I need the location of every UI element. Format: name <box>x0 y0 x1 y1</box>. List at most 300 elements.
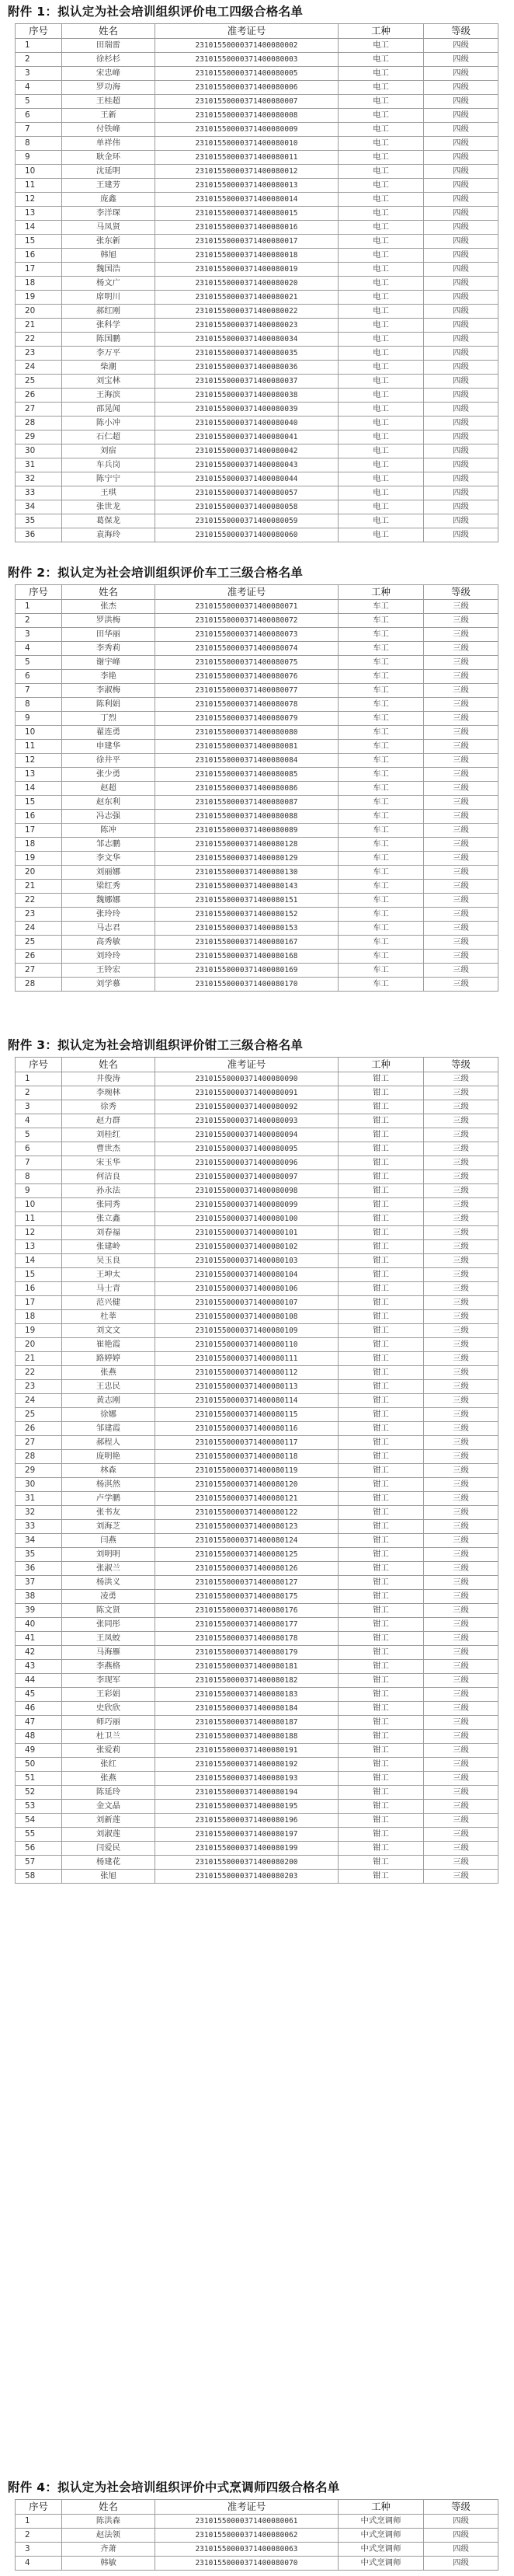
row-trade: 钳工 <box>339 1506 424 1520</box>
row-no: 12 <box>16 1226 62 1240</box>
table-row <box>16 444 498 458</box>
row-no: 23 <box>16 347 62 361</box>
row-name: 李琬林 <box>62 1086 155 1100</box>
row-name: 刘宝林 <box>62 375 155 389</box>
table-row <box>16 67 498 81</box>
row-trade: 钳工 <box>339 1268 424 1282</box>
row-level: 三级 <box>424 1814 498 1828</box>
row-trade: 钳工 <box>339 1632 424 1646</box>
row-exam-id: 23101550000371400080021 <box>155 291 339 305</box>
row-level: 三级 <box>424 1716 498 1730</box>
row-name: 刘学慕 <box>62 978 155 992</box>
row-name: 路婷婷 <box>62 1352 155 1366</box>
row-trade: 钳工 <box>339 1380 424 1394</box>
row-exam-id: 23101550000371400080036 <box>155 361 339 375</box>
header-no: 序号 <box>16 585 62 600</box>
row-no: 12 <box>16 193 62 207</box>
table-row <box>16 1422 498 1436</box>
row-no: 21 <box>16 319 62 333</box>
table-row <box>16 782 498 796</box>
row-trade: 电工 <box>339 151 424 165</box>
row-no: 6 <box>16 109 62 123</box>
row-no: 14 <box>16 782 62 796</box>
row-exam-id: 23101550000371400080193 <box>155 1772 339 1786</box>
row-name: 罗功海 <box>62 81 155 95</box>
table-row <box>16 1856 498 1870</box>
row-exam-id: 23101550000371400080093 <box>155 1114 339 1128</box>
table-row <box>16 1604 498 1618</box>
row-no: 35 <box>16 1548 62 1562</box>
row-trade: 钳工 <box>339 1716 424 1730</box>
row-name: 徐娜 <box>62 1408 155 1422</box>
row-no: 19 <box>16 1324 62 1338</box>
table-row <box>16 1730 498 1744</box>
row-no: 22 <box>16 1366 62 1380</box>
row-exam-id: 23101550000371400080007 <box>155 95 339 109</box>
row-exam-id: 23101550000371400080044 <box>155 472 339 486</box>
row-no: 1 <box>16 2515 62 2529</box>
row-name: 张同彤 <box>62 1618 155 1632</box>
row-trade: 车工 <box>339 726 424 740</box>
row-trade: 钳工 <box>339 1184 424 1198</box>
row-no: 4 <box>16 642 62 656</box>
row-name: 张东新 <box>62 235 155 249</box>
row-name: 王凤蛟 <box>62 1632 155 1646</box>
row-no: 27 <box>16 1436 62 1450</box>
row-exam-id: 23101550000371400080075 <box>155 656 339 670</box>
header-name: 姓名 <box>62 24 155 39</box>
row-trade: 车工 <box>339 796 424 810</box>
row-level: 三级 <box>424 1212 498 1226</box>
table-header <box>16 2500 498 2515</box>
row-level: 三级 <box>424 978 498 992</box>
row-trade: 钳工 <box>339 1394 424 1408</box>
row-exam-id: 23101550000371400080058 <box>155 500 339 514</box>
row-level: 四级 <box>424 528 498 542</box>
row-level: 三级 <box>424 754 498 768</box>
row-trade: 钳工 <box>339 1072 424 1086</box>
row-level: 三级 <box>424 1478 498 1492</box>
row-trade: 钳工 <box>339 1758 424 1772</box>
row-name: 张杰 <box>62 600 155 614</box>
row-level: 三级 <box>424 1268 498 1282</box>
row-trade: 钳工 <box>339 1800 424 1814</box>
row-level: 四级 <box>424 305 498 319</box>
table-row <box>16 1240 498 1254</box>
header-exam-id: 准考证号 <box>155 2500 339 2515</box>
row-trade: 车工 <box>339 740 424 754</box>
row-exam-id: 23101550000371400080181 <box>155 1660 339 1674</box>
row-no: 40 <box>16 1618 62 1632</box>
row-name: 徐杉杉 <box>62 53 155 67</box>
row-level: 三级 <box>424 1226 498 1240</box>
row-no: 5 <box>16 656 62 670</box>
header-exam-id: 准考证号 <box>155 24 339 39</box>
table-row <box>16 514 498 528</box>
row-no: 58 <box>16 1870 62 1884</box>
row-trade: 钳工 <box>339 1128 424 1142</box>
row-exam-id: 23101550000371400080092 <box>155 1100 339 1114</box>
row-exam-id: 23101550000371400080089 <box>155 824 339 838</box>
row-exam-id: 23101550000371400080143 <box>155 880 339 894</box>
row-trade: 钳工 <box>339 1198 424 1212</box>
header-level: 等级 <box>424 2500 498 2515</box>
row-exam-id: 23101550000371400080071 <box>155 600 339 614</box>
table-header <box>16 585 498 600</box>
row-exam-id: 23101550000371400080096 <box>155 1156 339 1170</box>
row-level: 四级 <box>424 67 498 81</box>
row-exam-id: 23101550000371400080038 <box>155 389 339 403</box>
row-trade: 车工 <box>339 880 424 894</box>
row-level: 四级 <box>424 249 498 263</box>
table-row <box>16 1408 498 1422</box>
section-1 <box>0 0 514 542</box>
row-trade: 电工 <box>339 430 424 444</box>
table-header <box>16 1058 498 1072</box>
row-trade: 电工 <box>339 123 424 137</box>
table-row <box>16 1674 498 1688</box>
row-exam-id: 23101550000371400080126 <box>155 1562 339 1576</box>
row-exam-id: 23101550000371400080170 <box>155 978 339 992</box>
row-no: 12 <box>16 754 62 768</box>
row-exam-id: 23101550000371400080102 <box>155 1240 339 1254</box>
row-no: 26 <box>16 950 62 964</box>
row-trade: 电工 <box>339 361 424 375</box>
row-no: 4 <box>16 2557 62 2571</box>
row-trade: 车工 <box>339 908 424 922</box>
row-level: 四级 <box>424 347 498 361</box>
row-no: 21 <box>16 1352 62 1366</box>
row-exam-id: 23101550000371400080187 <box>155 1716 339 1730</box>
row-name: 林森 <box>62 1464 155 1478</box>
row-name: 李文华 <box>62 852 155 866</box>
row-trade: 钳工 <box>339 1688 424 1702</box>
row-trade: 车工 <box>339 978 424 992</box>
row-trade: 电工 <box>339 389 424 403</box>
row-no: 53 <box>16 1800 62 1814</box>
row-no: 17 <box>16 263 62 277</box>
row-level: 四级 <box>424 207 498 221</box>
row-name: 罗洪梅 <box>62 614 155 628</box>
list-table <box>15 23 498 542</box>
row-trade: 电工 <box>339 528 424 542</box>
row-level: 三级 <box>424 1072 498 1086</box>
row-exam-id: 23101550000371400080035 <box>155 347 339 361</box>
row-no: 34 <box>16 1534 62 1548</box>
row-trade: 钳工 <box>339 1114 424 1128</box>
row-name: 李秀莉 <box>62 642 155 656</box>
row-level: 三级 <box>424 1842 498 1856</box>
row-trade: 钳工 <box>339 1324 424 1338</box>
table-row <box>16 1520 498 1534</box>
row-name: 王彩娟 <box>62 1688 155 1702</box>
row-no: 29 <box>16 1464 62 1478</box>
table-row <box>16 670 498 684</box>
row-no: 9 <box>16 151 62 165</box>
table-row <box>16 740 498 754</box>
row-no: 42 <box>16 1646 62 1660</box>
row-name: 郝红刚 <box>62 305 155 319</box>
row-trade: 钳工 <box>339 1366 424 1380</box>
row-name: 闫燕 <box>62 1534 155 1548</box>
table-row <box>16 193 498 207</box>
row-exam-id: 23101550000371400080124 <box>155 1534 339 1548</box>
row-trade: 钳工 <box>339 1618 424 1632</box>
row-name: 宋忠峰 <box>62 67 155 81</box>
row-exam-id: 23101550000371400080169 <box>155 964 339 978</box>
row-no: 24 <box>16 922 62 936</box>
row-no: 33 <box>16 1520 62 1534</box>
row-level: 三级 <box>424 1366 498 1380</box>
row-trade: 电工 <box>339 39 424 53</box>
row-level: 三级 <box>424 642 498 656</box>
row-trade: 电工 <box>339 319 424 333</box>
row-exam-id: 23101550000371400080108 <box>155 1310 339 1324</box>
table-row <box>16 1590 498 1604</box>
row-exam-id: 23101550000371400080095 <box>155 1142 339 1156</box>
row-no: 16 <box>16 1282 62 1296</box>
row-level: 三级 <box>424 1660 498 1674</box>
row-trade: 钳工 <box>339 1450 424 1464</box>
row-name: 刘明明 <box>62 1548 155 1562</box>
row-exam-id: 23101550000371400080034 <box>155 333 339 347</box>
row-no: 8 <box>16 698 62 712</box>
table-row <box>16 1380 498 1394</box>
row-name: 魏娜娜 <box>62 894 155 908</box>
row-no: 8 <box>16 1170 62 1184</box>
table-row <box>16 852 498 866</box>
row-name: 杜卫兰 <box>62 1730 155 1744</box>
row-level: 三级 <box>424 1688 498 1702</box>
row-exam-id: 23101550000371400080014 <box>155 193 339 207</box>
row-name: 席明川 <box>62 291 155 305</box>
row-trade: 钳工 <box>339 1744 424 1758</box>
row-no: 30 <box>16 1478 62 1492</box>
table-row <box>16 1548 498 1562</box>
section-4 <box>0 2476 514 2571</box>
row-name: 陈延玲 <box>62 1786 155 1800</box>
row-name: 闫爱民 <box>62 1842 155 1856</box>
row-name: 王琪 <box>62 486 155 500</box>
row-trade: 电工 <box>339 444 424 458</box>
row-no: 56 <box>16 1842 62 1856</box>
row-name: 翟连勇 <box>62 726 155 740</box>
row-name: 邹建霞 <box>62 1422 155 1436</box>
table-row <box>16 642 498 656</box>
row-level: 三级 <box>424 1100 498 1114</box>
row-exam-id: 23101550000371400080121 <box>155 1492 339 1506</box>
row-trade: 中式烹调师 <box>339 2543 424 2557</box>
row-trade: 车工 <box>339 712 424 726</box>
row-trade: 电工 <box>339 235 424 249</box>
row-level: 三级 <box>424 810 498 824</box>
row-name: 张书友 <box>62 1506 155 1520</box>
row-trade: 钳工 <box>339 1156 424 1170</box>
table-row <box>16 1352 498 1366</box>
row-level: 三级 <box>424 1464 498 1478</box>
row-exam-id: 23101550000371400080081 <box>155 740 339 754</box>
row-exam-id: 23101550000371400080039 <box>155 403 339 417</box>
row-level: 三级 <box>424 1254 498 1268</box>
row-no: 27 <box>16 964 62 978</box>
list-table <box>15 584 498 992</box>
row-exam-id: 23101550000371400080040 <box>155 417 339 430</box>
row-no: 16 <box>16 810 62 824</box>
table-row <box>16 656 498 670</box>
row-name: 石仁超 <box>62 430 155 444</box>
row-name: 陈小冲 <box>62 417 155 430</box>
row-no: 29 <box>16 430 62 444</box>
row-name: 谢宇峰 <box>62 656 155 670</box>
row-trade: 钳工 <box>339 1254 424 1268</box>
header-name: 姓名 <box>62 585 155 600</box>
row-no: 6 <box>16 670 62 684</box>
row-exam-id: 23101550000371400080005 <box>155 67 339 81</box>
row-name: 王海滨 <box>62 389 155 403</box>
row-name: 杨洪义 <box>62 1576 155 1590</box>
row-level: 三级 <box>424 922 498 936</box>
row-level: 三级 <box>424 1702 498 1716</box>
table-row <box>16 1338 498 1352</box>
row-exam-id: 23101550000371400080077 <box>155 684 339 698</box>
row-name: 张爱莉 <box>62 1744 155 1758</box>
row-exam-id: 23101550000371400080018 <box>155 249 339 263</box>
row-exam-id: 23101550000371400080176 <box>155 1604 339 1618</box>
row-exam-id: 23101550000371400080110 <box>155 1338 339 1352</box>
row-exam-id: 23101550000371400080112 <box>155 1366 339 1380</box>
row-name: 张世龙 <box>62 500 155 514</box>
row-trade: 电工 <box>339 514 424 528</box>
row-no: 26 <box>16 1422 62 1436</box>
row-name: 郝程人 <box>62 1436 155 1450</box>
row-exam-id: 23101550000371400080084 <box>155 754 339 768</box>
row-level: 四级 <box>424 123 498 137</box>
row-level: 三级 <box>424 1352 498 1366</box>
row-level: 三级 <box>424 1604 498 1618</box>
row-no: 25 <box>16 375 62 389</box>
row-exam-id: 23101550000371400080086 <box>155 782 339 796</box>
row-no: 54 <box>16 1814 62 1828</box>
row-level: 四级 <box>424 95 498 109</box>
row-no: 18 <box>16 277 62 291</box>
row-name: 张红 <box>62 1758 155 1772</box>
row-exam-id: 23101550000371400080127 <box>155 1576 339 1590</box>
row-trade: 车工 <box>339 754 424 768</box>
row-level: 四级 <box>424 53 498 67</box>
row-exam-id: 23101550000371400080020 <box>155 277 339 291</box>
row-no: 26 <box>16 389 62 403</box>
row-level: 三级 <box>424 1156 498 1170</box>
row-exam-id: 23101550000371400080111 <box>155 1352 339 1366</box>
table-row <box>16 796 498 810</box>
row-no: 25 <box>16 1408 62 1422</box>
row-name: 马凤贤 <box>62 221 155 235</box>
row-no: 28 <box>16 1450 62 1464</box>
row-exam-id: 23101550000371400080060 <box>155 528 339 542</box>
table-row <box>16 235 498 249</box>
row-level: 三级 <box>424 1744 498 1758</box>
table-row <box>16 1198 498 1212</box>
row-name: 徐井平 <box>62 754 155 768</box>
row-no: 17 <box>16 1296 62 1310</box>
row-no: 28 <box>16 417 62 430</box>
row-name: 张淑兰 <box>62 1562 155 1576</box>
row-trade: 电工 <box>339 165 424 179</box>
row-exam-id: 23101550000371400080118 <box>155 1450 339 1464</box>
table-row <box>16 1506 498 1520</box>
list-table <box>15 1057 498 1884</box>
row-trade: 钳工 <box>339 1548 424 1562</box>
row-level: 四级 <box>424 403 498 417</box>
row-name: 杨文广 <box>62 277 155 291</box>
row-level: 三级 <box>424 1184 498 1198</box>
row-exam-id: 23101550000371400080085 <box>155 768 339 782</box>
table-row <box>16 754 498 768</box>
row-name: 张同秀 <box>62 1198 155 1212</box>
row-no: 20 <box>16 1338 62 1352</box>
row-trade: 钳工 <box>339 1282 424 1296</box>
row-name: 王铃宏 <box>62 964 155 978</box>
row-trade: 电工 <box>339 249 424 263</box>
table-row <box>16 1814 498 1828</box>
row-name: 李洋琛 <box>62 207 155 221</box>
row-level: 三级 <box>424 712 498 726</box>
row-name: 王桂超 <box>62 95 155 109</box>
row-exam-id: 23101550000371400080062 <box>155 2529 339 2543</box>
row-no: 24 <box>16 1394 62 1408</box>
table-row <box>16 1576 498 1590</box>
row-level: 三级 <box>424 1142 498 1156</box>
table-row <box>16 319 498 333</box>
row-trade: 车工 <box>339 782 424 796</box>
row-level: 四级 <box>424 235 498 249</box>
row-name: 何洁良 <box>62 1170 155 1184</box>
table-row <box>16 500 498 514</box>
row-exam-id: 23101550000371400080091 <box>155 1086 339 1100</box>
row-name: 陈国鹏 <box>62 333 155 347</box>
row-trade: 电工 <box>339 263 424 277</box>
row-exam-id: 23101550000371400080179 <box>155 1646 339 1660</box>
row-no: 27 <box>16 403 62 417</box>
row-exam-id: 23101550000371400080192 <box>155 1758 339 1772</box>
row-exam-id: 23101550000371400080012 <box>155 165 339 179</box>
row-trade: 电工 <box>339 500 424 514</box>
table-row <box>16 333 498 347</box>
row-name: 杨淇然 <box>62 1478 155 1492</box>
row-exam-id: 23101550000371400080116 <box>155 1422 339 1436</box>
row-exam-id: 23101550000371400080130 <box>155 866 339 880</box>
row-no: 20 <box>16 305 62 319</box>
row-exam-id: 23101550000371400080119 <box>155 1464 339 1478</box>
row-trade: 钳工 <box>339 1296 424 1310</box>
row-exam-id: 23101550000371400080006 <box>155 81 339 95</box>
row-name: 张玲玲 <box>62 908 155 922</box>
table-row <box>16 1296 498 1310</box>
row-name: 庞明艳 <box>62 1450 155 1464</box>
row-trade: 电工 <box>339 458 424 472</box>
row-name: 崔艳霞 <box>62 1338 155 1352</box>
row-trade: 电工 <box>339 333 424 347</box>
row-trade: 钳工 <box>339 1646 424 1660</box>
table-row <box>16 179 498 193</box>
row-no: 36 <box>16 1562 62 1576</box>
row-name: 赵法领 <box>62 2529 155 2543</box>
row-name: 张建岭 <box>62 1240 155 1254</box>
row-name: 张少勇 <box>62 768 155 782</box>
table-row <box>16 1282 498 1296</box>
row-level: 四级 <box>424 389 498 403</box>
header-no: 序号 <box>16 1058 62 1072</box>
